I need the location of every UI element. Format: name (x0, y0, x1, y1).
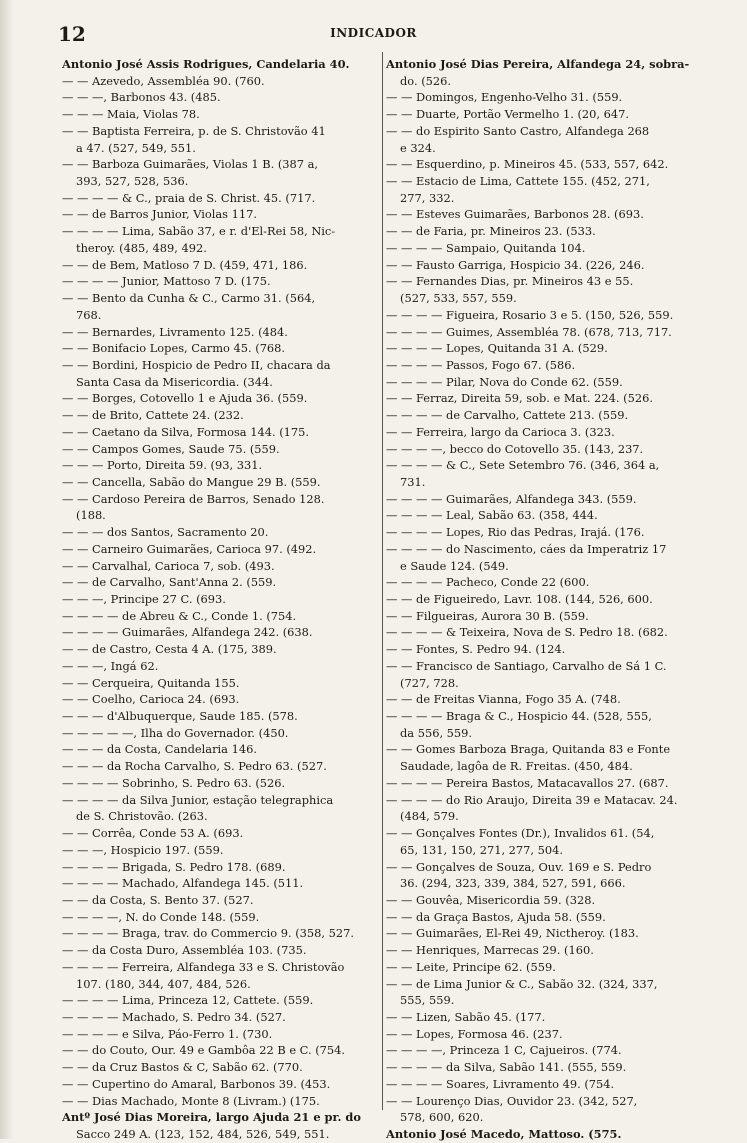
directory-entry: — — —, Barbonos 43. (485. (62, 90, 221, 105)
entry-continuation: 277, 332. (400, 190, 455, 205)
directory-entry: — — de Freitas Vianna, Fogo 35 A. (748. (386, 692, 621, 707)
directory-entry: — — Ferraz, Direita 59, sob. e Mat. 224. (526. (386, 391, 653, 406)
directory-entry: — — de Castro, Cesta 4 A. (175, 389. (62, 642, 277, 657)
directory-entry: — — — — Guimarães, Alfandega 242. (638. (62, 625, 313, 640)
entry-continuation: (727, 728. (400, 675, 459, 690)
directory-entry: — — —, Hospicio 197. (559. (62, 842, 224, 857)
directory-entry: — — — — Pereira Bastos, Matacavallos 27. (687. (386, 775, 669, 790)
directory-entry: — — — da Rocha Carvalho, S. Pedro 63. (527. (62, 759, 327, 774)
directory-entry: — — — da Costa, Candelaria 146. (62, 742, 257, 757)
directory-entry: Antonio José Macedo, Mattoso. (575. (386, 1127, 622, 1141)
directory-entry: — — de Carvalho, Sant'Anna 2. (559. (62, 575, 277, 590)
directory-entry: — — de Lima Junior & C., Sabão 32. (324, 337, (386, 976, 658, 991)
directory-entry: — — — dos Santos, Sacramento 20. (62, 525, 269, 540)
entry-continuation: de S. Christovão. (263. (76, 809, 208, 824)
directory-entry: — — Duarte, Portão Vermelho 1. (20, 647. (386, 107, 630, 122)
directory-entry: — — — — Lopes, Rio das Pedras, Irajá. (176. (386, 525, 645, 540)
directory-entry: — — de Brito, Cattete 24. (232. (62, 408, 244, 423)
directory-entry: — — —, Ingá 62. (62, 658, 159, 673)
entry-continuation: Sacco 249 A. (123, 152, 484, 526, 549, 551. (76, 1127, 330, 1141)
directory-entry: — — Leite, Principe 62. (559. (386, 959, 556, 974)
directory-entry: Antonio José Dias Pereira, Alfandega 24, sobra- (386, 57, 690, 71)
running-head: INDICADOR (330, 26, 417, 40)
directory-entry: — — de Bem, Matloso 7 D. (459, 471, 186. (62, 257, 308, 272)
directory-entry: — — Barboza Guimarães, Violas 1 B. (387 a, (62, 157, 319, 172)
directory-entry: — — — —, becco do Cotovello 35. (143, 237. (386, 441, 644, 456)
entry-continuation: 65, 131, 150, 271, 277, 504. (400, 842, 564, 857)
directory-entry: — — Fausto Garriga, Hospicio 34. (226, 246. (386, 257, 645, 272)
directory-entry: — — Cerqueira, Quitanda 155. (62, 675, 240, 690)
directory-entry: — — Fontes, S. Pedro 94. (124. (386, 642, 566, 657)
directory-entry: — — — — & C., Sete Setembro 76. (346, 364 a, (386, 458, 660, 473)
directory-entry: — — — — de Abreu & C., Conde 1. (754. (62, 608, 297, 623)
directory-entry: — — Filgueiras, Aurora 30 B. (559. (386, 608, 589, 623)
directory-entry: — — — — Sampaio, Quitanda 104. (386, 240, 586, 255)
entry-continuation: e Saude 124. (549. (400, 558, 509, 573)
directory-entry: — — — — Junior, Mattoso 7 D. (175. (62, 274, 271, 289)
directory-entry: — — Estacio de Lima, Cattete 155. (452, 271, (386, 174, 650, 189)
column-divider (382, 52, 383, 1110)
directory-entry: — — — — da Silva Junior, estação telegraphica (62, 792, 334, 807)
directory-entry: — — — — Pilar, Nova do Conde 62. (559. (386, 374, 623, 389)
directory-entry: — — — — & Teixeira, Nova de S. Pedro 18. (682. (386, 625, 668, 640)
directory-entry: — — — — Pacheco, Conde 22 (600. (386, 575, 590, 590)
directory-entry: — — — d'Albuquerque, Saude 185. (578. (62, 709, 298, 724)
directory-entry: — — Cardoso Pereira de Barros, Senado 128. (62, 491, 325, 506)
directory-entry: — — de Figueiredo, Lavr. 108. (144, 526, 600. (386, 592, 653, 606)
directory-entry: — — Francisco de Santiago, Carvalho de Sá 1 C. (386, 658, 667, 673)
page-number: 12 (58, 22, 86, 46)
directory-entry: — — — — Passos, Fogo 67. (586. (386, 357, 576, 372)
directory-entry: — — Gomes Barboza Braga, Quitanda 83 e Fonte (386, 742, 671, 757)
directory-entry: — — Gonçalves Fontes (Dr.), Invalidos 61. (54, (386, 826, 655, 841)
directory-entry: — — Henriques, Marrecas 29. (160. (386, 943, 594, 958)
left-column (62, 56, 380, 1141)
entry-continuation: (188. (76, 508, 106, 523)
entry-continuation: do. (526. (400, 73, 451, 88)
directory-entry: — — — — da Silva, Sabão 141. (555, 559. (386, 1060, 627, 1075)
entry-continuation: da 556, 559. (400, 725, 473, 740)
directory-entry: — — — — de Carvalho, Cattete 213. (559. (386, 408, 629, 423)
directory-entry: — — — — Sobrinho, S. Pedro 63. (526. (62, 775, 286, 790)
directory-entry: — — — — Lima, Princeza 12, Cattete. (559. (62, 993, 314, 1008)
directory-entry: — — Gouvêa, Misericordia 59. (328. (386, 892, 596, 907)
directory-entry: Antonio José Assis Rodrigues, Candelaria 40. (62, 57, 350, 71)
entry-continuation: a 47. (527, 549, 551. (76, 140, 196, 155)
directory-entry: — — Domingos, Engenho-Velho 31. (559. (386, 90, 623, 105)
directory-entry: — — Esteves Guimarães, Barbonos 28. (693. (386, 207, 644, 222)
directory-entry: — — — — Machado, Alfandega 145. (511. (62, 876, 304, 891)
directory-entry: — — de Faria, pr. Mineiros 23. (533. (386, 224, 596, 239)
directory-entry: — — Cupertino do Amaral, Barbonos 39. (453. (62, 1076, 331, 1091)
directory-entry: — — — — e Silva, Páo-Ferro 1. (730. (62, 1026, 273, 1041)
directory-entry: — — Bonifacio Lopes, Carmo 45. (768. (62, 341, 286, 356)
directory-entry: — — — — Machado, S. Pedro 34. (527. (62, 1009, 286, 1024)
right-column (386, 56, 708, 1141)
directory-entry: — — — — Figueira, Rosario 3 e 5. (150, 526, 559. (386, 307, 674, 322)
entry-continuation: (527, 533, 557, 559. (400, 291, 517, 306)
directory-entry: — — Corrêa, Conde 53 A. (693. (62, 826, 244, 841)
directory-entry: — — Lourenço Dias, Ouvidor 23. (342, 527, (386, 1093, 638, 1108)
directory-entry: — — — — Braga & C., Hospicio 44. (528, 555, (386, 709, 652, 724)
directory-entry: — — Fernandes Dias, pr. Mineiros 43 e 55. (386, 274, 634, 289)
directory-entry: — — Esquerdino, p. Mineiros 45. (533, 557, 642. (386, 157, 669, 172)
directory-entry: — — — — Soares, Livramento 49. (754. (386, 1076, 615, 1091)
directory-entry: — — — Porto, Direita 59. (93, 331. (62, 458, 263, 473)
directory-entry: — — — — Lima, Sabão 37, e r. d'El-Rei 58, Nic- (62, 224, 336, 239)
directory-entry: — — Baptista Ferreira, p. de S. Christovão 41 (62, 123, 326, 138)
directory-entry: — — — — Ferreira, Alfandega 33 e S. Christovão (62, 959, 345, 974)
directory-entry: — — da Costa Duro, Assembléa 103. (735. (62, 943, 307, 958)
directory-entry: — — — — Leal, Sabão 63. (358, 444. (386, 508, 598, 523)
directory-entry: — — do Espirito Santo Castro, Alfandega 268 (386, 123, 650, 138)
directory-entry: — — Borges, Cotovello 1 e Ajuda 36. (559. (62, 391, 308, 406)
entry-continuation: (484, 579. (400, 809, 459, 824)
directory-entry: — — Guimarães, El-Rei 49, Nictheroy. (183. (386, 926, 639, 941)
directory-entry: — — da Costa, S. Bento 37. (527. (62, 892, 254, 907)
entry-continuation: 107. (180, 344, 407, 484, 526. (76, 976, 251, 991)
entry-continuation: Saudade, lagôa de R. Freitas. (450, 484. (400, 759, 633, 774)
directory-entry: — — — — & C., praia de S. Christ. 45. (717. (62, 190, 316, 205)
directory-entry: — — do Couto, Our. 49 e Gambôa 22 B e C. (754. (62, 1043, 346, 1058)
directory-entry: — — — —, N. do Conde 148. (559. (62, 909, 260, 924)
directory-entry: — — Ferreira, largo da Carioca 3. (323. (386, 424, 615, 439)
directory-entry: — — — — —, Ilha do Governador. (450. (62, 725, 289, 740)
entry-continuation: 36. (294, 323, 339, 384, 527, 591, 666. (400, 876, 626, 891)
directory-entry: — — —, Principe 27 C. (693. (62, 592, 226, 606)
directory-entry: — — Carvalhal, Carioca 7, sob. (493. (62, 558, 275, 573)
directory-entry: — — — — do Rio Araujo, Direita 39 e Matacav. 24. (386, 792, 678, 807)
directory-entry: — — da Graça Bastos, Ajuda 58. (559. (386, 909, 606, 924)
entry-continuation: Santa Casa da Misericordia. (344. (76, 374, 273, 389)
directory-entry: — — Carneiro Guimarães, Carioca 97. (492. (62, 541, 317, 556)
page-header (0, 0, 747, 50)
entry-continuation: 578, 600, 620. (400, 1110, 484, 1125)
directory-entry: — — Cancella, Sabão do Mangue 29 B. (559. (62, 474, 321, 489)
directory-entry: — — — — Brigada, S. Pedro 178. (689. (62, 859, 286, 874)
directory-entry: — — Bento da Cunha & C., Carmo 31. (564, (62, 291, 316, 306)
entry-continuation: 555, 559. (400, 993, 455, 1008)
entry-continuation: 731. (400, 474, 426, 489)
directory-entry: — — de Barros Junior, Violas 117. (62, 207, 258, 222)
directory-entry: Antº José Dias Moreira, largo Ajuda 21 e pr. do (62, 1110, 361, 1125)
directory-entry: — — — — Guimes, Assembléa 78. (678, 713, 717. (386, 324, 672, 339)
directory-entry: — — Lizen, Sabão 45. (177. (386, 1009, 546, 1024)
entry-continuation: theroy. (485, 489, 492. (76, 240, 207, 255)
directory-entry: — — Caetano da Silva, Formosa 144. (175. (62, 424, 310, 439)
directory-entry: — — — Maia, Violas 78. (62, 107, 200, 122)
entry-continuation: 768. (76, 307, 102, 322)
directory-entry: — — Lopes, Formosa 46. (237. (386, 1026, 563, 1041)
directory-entry: — — Bernardes, Livramento 125. (484. (62, 324, 288, 339)
directory-entry: — — Bordini, Hospicio de Pedro II, chacara da (62, 357, 331, 372)
directory-entry: — — Coelho, Carioca 24. (693. (62, 692, 240, 707)
directory-entry: — — — —, Princeza 1 C, Cajueiros. (774. (386, 1043, 622, 1058)
directory-entry: — — — — do Nascimento, cáes da Imperatriz 17 (386, 541, 667, 556)
directory-entry: — — — — Braga, trav. do Commercio 9. (358, 527. (62, 926, 355, 941)
directory-entry: — — Campos Gomes, Saude 75. (559. (62, 441, 280, 456)
directory-entry: — — Azevedo, Assembléa 90. (760. (62, 73, 265, 88)
directory-entry: — — — — Guimarães, Alfandega 343. (559. (386, 491, 637, 506)
page-edge-shadow (0, 0, 14, 1139)
directory-entry: — — Dias Machado, Monte 8 (Livram.) (175. (62, 1093, 320, 1108)
directory-entry: — — Gonçalves de Souza, Ouv. 169 e S. Pedro (386, 859, 652, 874)
entry-continuation: e 324. (400, 140, 436, 155)
directory-entry: — — — — Lopes, Quitanda 31 A. (529. (386, 341, 608, 356)
directory-entry: — — da Cruz Bastos & C, Sabão 62. (770. (62, 1060, 303, 1075)
entry-continuation: 393, 527, 528, 536. (76, 174, 189, 189)
